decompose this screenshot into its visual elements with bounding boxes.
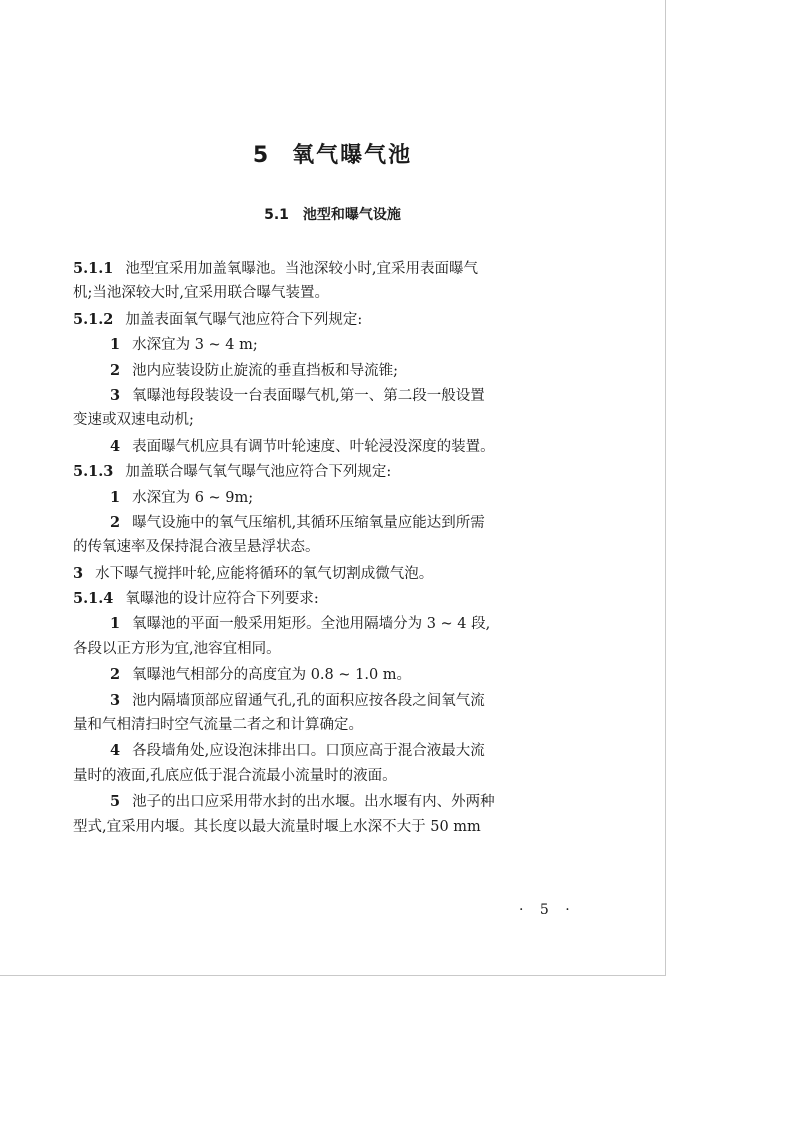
line-text: 池内应装设防止旋流的垂直挡板和导流锥; bbox=[132, 362, 398, 379]
item-number: 5 bbox=[110, 793, 121, 811]
line-text: 池内隔墙顶部应留通气孔,孔的面积应按各段之间氧气流 bbox=[132, 692, 485, 709]
item-number: 3 bbox=[110, 386, 121, 404]
item-line bbox=[73, 332, 607, 357]
line-text: 量和气相清扫时空气流量二者之和计算确定。 bbox=[73, 717, 363, 734]
item-line bbox=[73, 510, 607, 535]
item-number: 4 bbox=[110, 437, 121, 455]
section-title bbox=[0, 204, 665, 224]
item-line bbox=[73, 434, 607, 459]
continuation-line bbox=[73, 281, 607, 306]
continuation-line bbox=[73, 637, 607, 662]
section-number: 5.1 bbox=[264, 207, 289, 223]
item-number: 3 bbox=[110, 691, 121, 709]
item-number: 4 bbox=[110, 742, 121, 760]
chapter-title-text: 氧气曝气池 bbox=[292, 143, 413, 168]
continuation-line bbox=[73, 713, 607, 738]
line-text: 机;当池深较大时,宜采用联合曝气装置。 bbox=[73, 285, 329, 302]
item-line bbox=[73, 662, 607, 687]
item-line bbox=[73, 561, 607, 586]
clause-number: 5.1.4 bbox=[73, 590, 114, 608]
clause-number: 5.1.2 bbox=[73, 310, 114, 328]
item-line bbox=[73, 738, 607, 763]
line-text: 曝气设施中的氧气压缩机,其循环压缩氧量应能达到所需 bbox=[132, 514, 485, 531]
line-text: 水下曝气搅拌叶轮,应能将循环的氧气切割成微气泡。 bbox=[95, 565, 434, 582]
line-text: 水深宜为 3 ~ 4 m; bbox=[132, 337, 258, 354]
item-line bbox=[73, 789, 607, 814]
item-line bbox=[73, 611, 607, 636]
line-text: 氧曝池的设计应符合下列要求: bbox=[125, 591, 319, 608]
chapter-number: 5 bbox=[252, 143, 271, 168]
clause-number: 5.1.1 bbox=[73, 260, 114, 277]
line-text: 的传氧速率及保持混合液呈悬浮状态。 bbox=[73, 539, 320, 556]
item-line bbox=[73, 383, 607, 408]
line-text: 量时的液面,孔底应低于混合流最小流量时的液面。 bbox=[73, 767, 397, 784]
line-text: 型式,宜采用内堰。其长度以最大流量时堰上水深不大于 50 mm bbox=[73, 818, 481, 835]
line-text: 池型宜采用加盖氧曝池。当池深较小时,宜采用表面曝气 bbox=[125, 261, 478, 277]
item-number: 2 bbox=[110, 513, 121, 531]
item-number: 2 bbox=[110, 666, 121, 684]
item-line bbox=[73, 688, 607, 713]
line-text: 氧曝池的平面一般采用矩形。全池用隔墙分为 3 ~ 4 段, bbox=[132, 616, 491, 633]
clause-line bbox=[73, 459, 607, 484]
item-number: 1 bbox=[110, 615, 121, 633]
item-number: 3 bbox=[73, 564, 84, 582]
line-text: 各段墙角处,应设泡沫排出口。口顶应高于混合液最大流 bbox=[132, 743, 485, 760]
line-text: 氧曝池气相部分的高度宜为 0.8 ~ 1.0 m。 bbox=[132, 667, 412, 684]
line-text: 氧曝池每段装设一台表面曝气机,第一、第二段一般设置 bbox=[132, 387, 485, 404]
continuation-line bbox=[73, 815, 607, 840]
line-text: 加盖表面氧气曝气池应符合下列规定: bbox=[125, 311, 363, 328]
page-number: · 5 · bbox=[519, 902, 576, 918]
item-line bbox=[73, 485, 607, 510]
clause-number: 5.1.3 bbox=[73, 463, 114, 481]
line-text: 变速或双速电动机; bbox=[73, 412, 194, 429]
line-text: 池子的出口应采用带水封的出水堰。出水堰有内、外两种 bbox=[132, 794, 495, 811]
continuation-line bbox=[73, 535, 607, 560]
item-line bbox=[73, 358, 607, 383]
continuation-line bbox=[73, 764, 607, 789]
section-title-text: 池型和曝气设施 bbox=[302, 207, 401, 223]
line-text: 水深宜为 6 ~ 9m; bbox=[132, 489, 254, 506]
clause-line bbox=[73, 256, 607, 281]
clause-line bbox=[73, 307, 607, 332]
line-text: 加盖联合曝气氧气曝气池应符合下列规定: bbox=[125, 464, 392, 481]
item-number: 1 bbox=[110, 488, 121, 506]
item-number: 2 bbox=[110, 361, 121, 379]
clause-line bbox=[73, 586, 607, 611]
item-number: 1 bbox=[110, 336, 121, 354]
chapter-title bbox=[0, 138, 665, 169]
line-text: 各段以正方形为宜,池容宜相同。 bbox=[73, 640, 281, 657]
line-text: 表面曝气机应具有调节叶轮速度、叶轮浸没深度的装置。 bbox=[132, 438, 495, 455]
continuation-line bbox=[73, 408, 607, 433]
body-text bbox=[73, 256, 607, 840]
